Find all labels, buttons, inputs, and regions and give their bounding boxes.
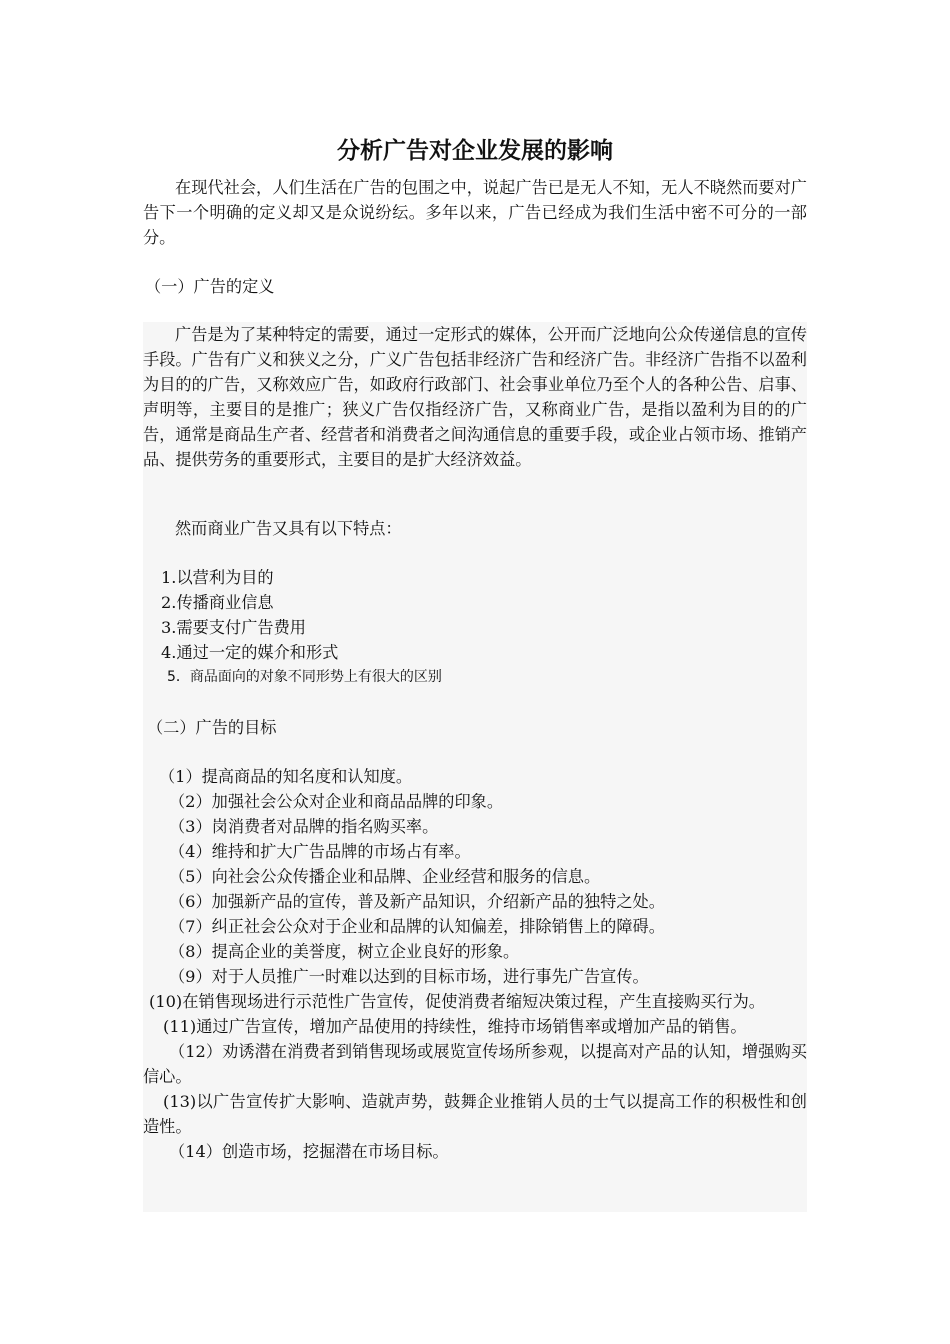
list-item: (13)以广告宣传扩大影响、造就声势，鼓舞企业推销人员的士气以提高工作的积极性和创造性。	[143, 1092, 807, 1136]
list-item: 1.以营利为目的	[161, 568, 274, 587]
list-item: 5．商品面向的对象不同形势上有很大的区别	[167, 669, 442, 685]
list-item: （7）纠正社会公众对于企业和品牌的认知偏差，排除销售上的障碍。	[169, 917, 665, 936]
features-intro: 然而商业广告又具有以下特点：	[175, 519, 402, 538]
goals-list	[143, 764, 807, 1164]
definition-paragraph: 广告是为了某种特定的需要，通过一定形式的媒体，公开而广泛地向公众传递信息的宣传手段。广告有广义和狭义之分，广义广告包括非经济广告和经济广告。非经济广告指不以盈利为目的的广告，又称效应广告，如政府行政部门、社会事业单位乃至个人的各种公告、启事、声明等，主要目的是推广；狭义广告仅指经济广告，又称商业广告，是指以盈利为目的的广告，通常是商品生产者、经营者和消费者之间沟通信息的重要手段，或企业占领市场、推销产品、提供劳务的重要形式，主要目的是扩大经济效益。	[143, 325, 807, 469]
features-list	[161, 565, 442, 690]
section-heading-definition: （一）广告的定义	[145, 277, 275, 296]
list-item: （3）岗消费者对品牌的指名购买率。	[169, 817, 439, 836]
document-title: 分析广告对企业发展的影响	[337, 138, 613, 164]
list-item: （2）加强社会公众对企业和商品品牌的印象。	[169, 792, 504, 811]
list-item: 3.需要支付广告费用	[161, 618, 306, 637]
list-item: （6）加强新产品的宣传，普及新产品知识，介绍新产品的独特之处。	[169, 892, 665, 911]
list-item: (11)通过广告宣传，增加产品使用的持续性，维持市场销售率或增加产品的销售。	[163, 1017, 747, 1036]
list-item: 4.通过一定的媒介和形式	[161, 643, 339, 662]
list-item: （14）创造市场，挖掘潜在市场目标。	[169, 1142, 449, 1161]
list-item: (10)在销售现场进行示范性广告宣传，促使消费者缩短决策过程，产生直接购买行为。	[149, 992, 765, 1011]
list-item: 2.传播商业信息	[161, 593, 274, 612]
list-item: （5）向社会公众传播企业和品牌、企业经营和服务的信息。	[169, 867, 601, 886]
list-item: （9）对于人员推广一时难以达到的目标市场，进行事先广告宣传。	[169, 967, 649, 986]
list-item: （8）提高企业的美誉度，树立企业良好的形象。	[169, 942, 520, 961]
section-heading-goals: （二）广告的目标	[147, 718, 277, 737]
list-item: （1）提高商品的知名度和认知度。	[159, 767, 413, 786]
intro-paragraph: 在现代社会，人们生活在广告的包围之中，说起广告已是无人不知，无人不晓然而要对广告下一个明确的定义却又是众说纷纭。多年以来，广告已经成为我们生活中密不可分的一部分。	[143, 178, 807, 247]
list-item: （4）维持和扩大广告品牌的市场占有率。	[169, 842, 471, 861]
list-item: （12）劝诱潜在消费者到销售现场或展览宣传场所参观，以提高对产品的认知，增强购买信心。	[143, 1042, 807, 1086]
